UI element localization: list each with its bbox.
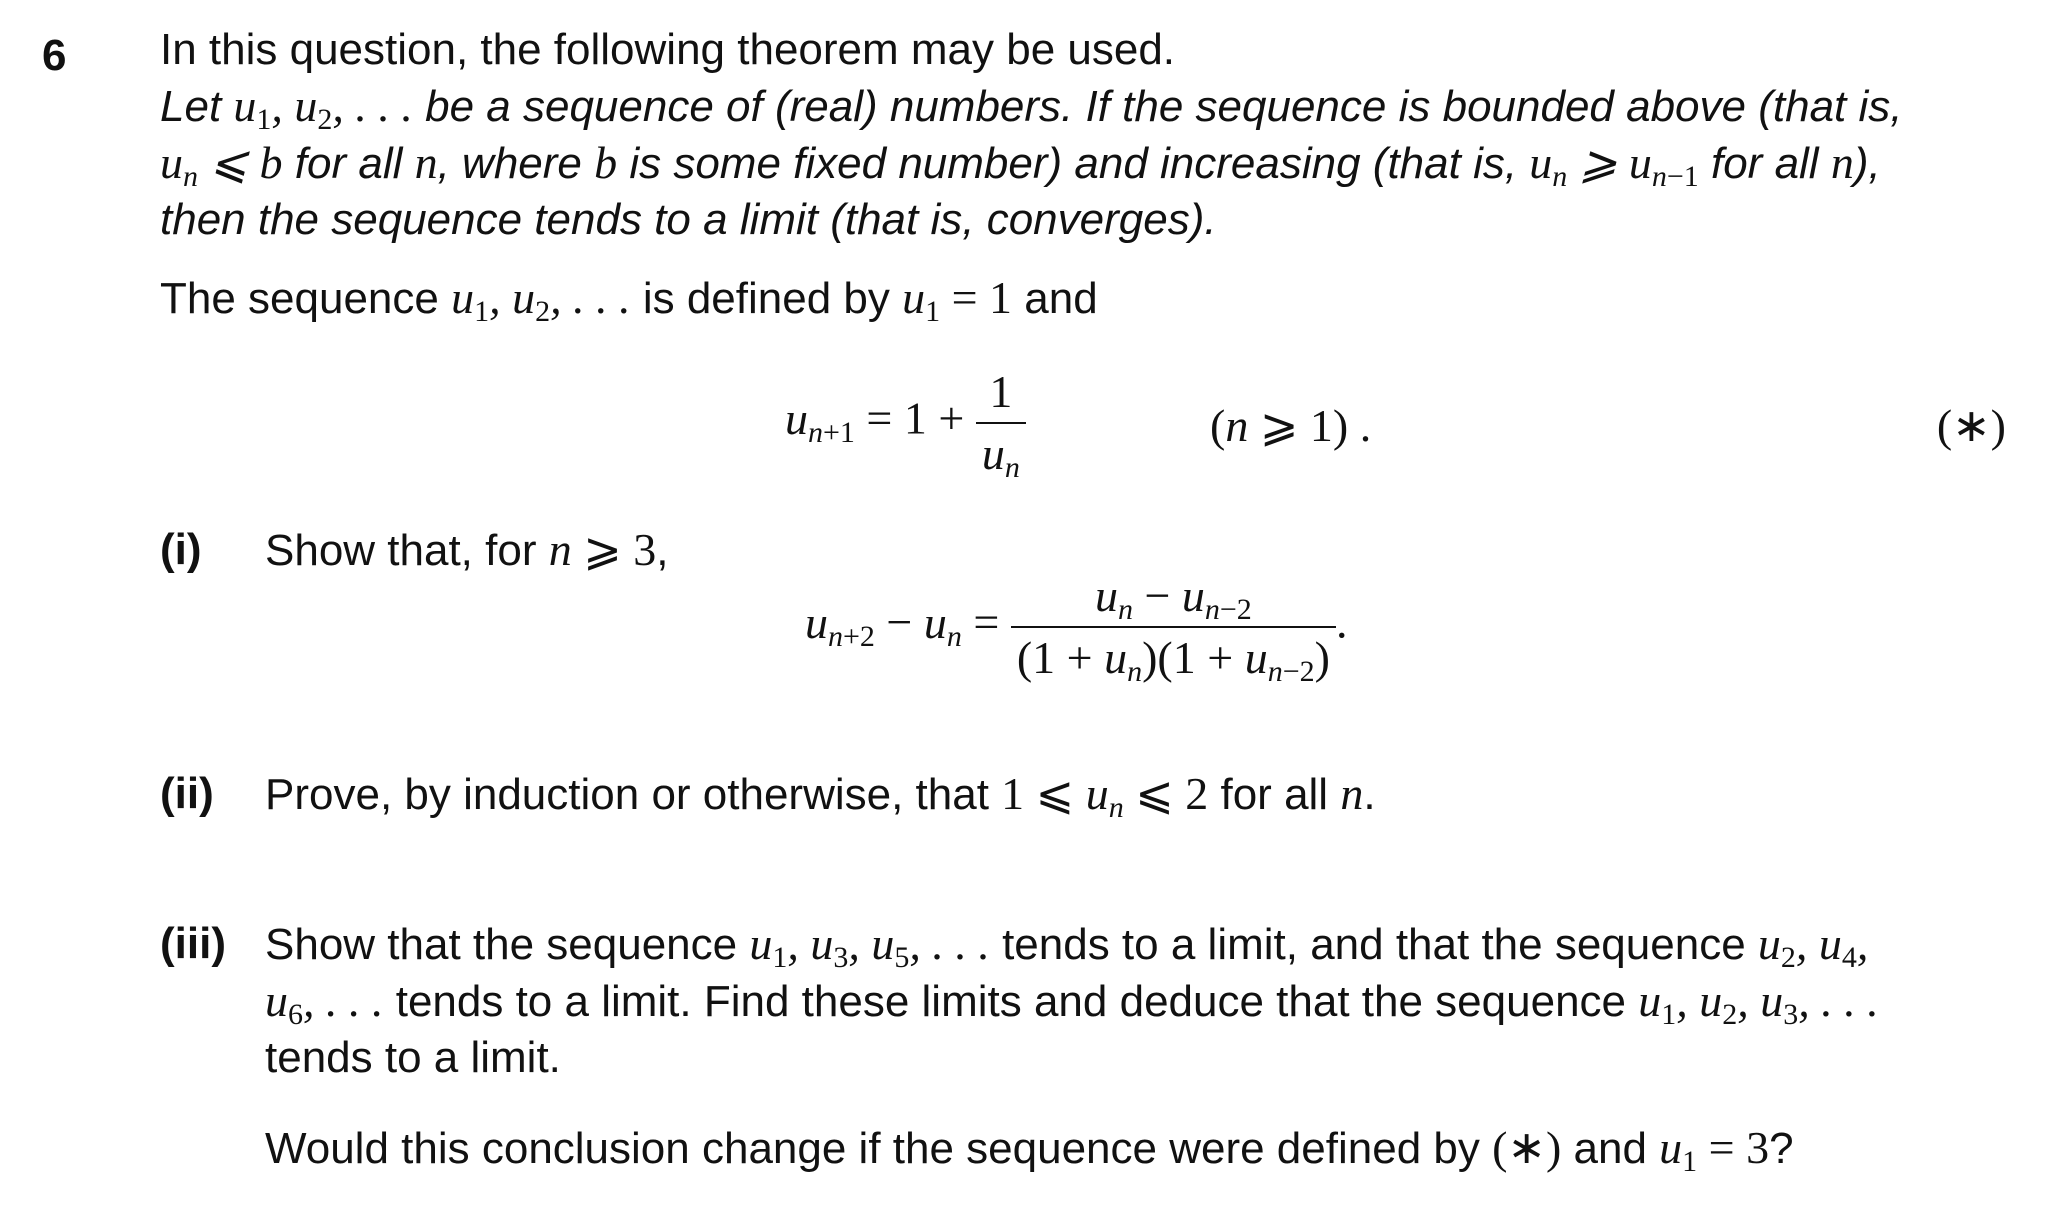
recurrence-condition: (n ⩾ 1) .: [1210, 400, 1372, 451]
theorem-line-2: $u_n$ ⩽ b for all n, where b is some fixed number) and increasing (that is, $u_n$ ⩾ $u_{n-1}$ for all n),: [160, 137, 1881, 193]
part-ii-label: (ii): [160, 769, 214, 818]
part-iii-label: (iii): [160, 919, 226, 968]
part-i-formula: $u_{n+2} - u_n$ = $\frac{u_n - u_{n-2}}{(1 + u_n)(1 + u_{n-2})}$ .: [805, 570, 1348, 688]
equation-tag: (∗): [1936, 400, 2006, 451]
theorem-line-3: then the sequence tends to a limit (that is, converges).: [160, 195, 1217, 244]
part-iii-question: Would this conclusion change if the sequence were defined by (∗) and $u_1 = 3$?: [265, 1122, 1794, 1178]
part-i-label: (i): [160, 525, 202, 574]
recurrence-formula: $u_{n+1} = 1$ + $\frac{1}{u_n}$: [785, 362, 1026, 484]
part-iii-text: Show that the sequence $u_1$, $u_3$, $u_5$, . . . tends to a limit, and that the sequence $u_2$, $u_4$, $u_6$, . . . tends to a limit. Find these limits and deduce that the sequence $u_1$, $u_2$, $u_3$, . . . tends to a limit.: [265, 918, 1879, 1082]
intro-text: In this question, the following theorem may be used.: [160, 25, 1176, 74]
theorem-line-1: Let $u_1$, $u_2$, . . . be a sequence of (real) numbers. If the sequence is bounded above (that is,: [160, 80, 1903, 136]
part-i-text: Show that, for n ⩾ 3,: [265, 524, 669, 575]
theorem-block: [160, 22, 2000, 248]
definition-line: The sequence $u_1$, $u_2$, . . . is defined by $u_1 = 1$ and: [160, 272, 1098, 328]
part-ii-text: Prove, by induction or otherwise, that 1 ⩽ $u_n$ ⩽ 2 for all n.: [265, 768, 1376, 824]
recurrence-numerator: 1: [989, 366, 1013, 417]
question-number: 6: [42, 31, 67, 80]
